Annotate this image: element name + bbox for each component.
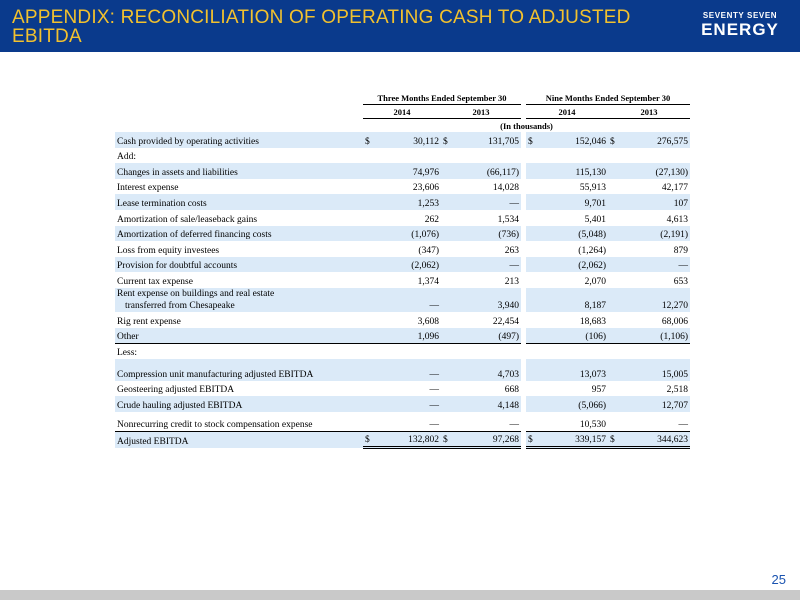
section-label-add: Add: (117, 152, 136, 163)
cell-value: 9,701 (540, 194, 608, 210)
cell-value: 1,096 (377, 328, 441, 344)
header-row-units (115, 118, 690, 132)
table-row (115, 412, 690, 432)
cell-value: 107 (622, 194, 690, 210)
currency-sign: $ (608, 132, 622, 148)
currency-sign: $ (363, 432, 377, 448)
header-row-periods (115, 90, 690, 104)
row-label: Lease termination costs (115, 194, 363, 210)
cell-value: (736) (455, 226, 521, 242)
cell-value: 276,575 (622, 132, 690, 148)
cell-value: 131,705 (455, 132, 521, 148)
table-row (115, 179, 690, 195)
year-header: 2013 (608, 104, 690, 118)
cell-value: 10,530 (579, 420, 606, 431)
slide-title: APPENDIX: RECONCILIATION OF OPERATING CASH TO ADJUSTED EBITDA (12, 7, 631, 47)
cell-value: 5,401 (584, 214, 606, 225)
cell-value: — (678, 420, 688, 431)
cell-value: 74,976 (377, 163, 441, 179)
cell-value: 668 (504, 385, 519, 396)
cell-value: 3,608 (417, 316, 439, 327)
table-row (115, 343, 690, 359)
cell-value: (497) (455, 328, 521, 344)
cell-value: — (377, 359, 441, 381)
cell-value: (27,130) (622, 163, 690, 179)
currency-sign: $ (608, 432, 622, 448)
cell-value: 22,454 (492, 316, 519, 327)
year-header: 2013 (441, 104, 521, 118)
cell-value: 344,623 (622, 432, 690, 448)
table-row (115, 210, 690, 226)
cell-value: 97,268 (455, 432, 521, 448)
group-header-nine-months: Nine Months Ended September 30 (526, 90, 690, 104)
cell-value: (2,062) (540, 257, 608, 273)
units-label: (In thousands) (500, 121, 553, 131)
logo-bottom-text: ENERGY (701, 20, 779, 39)
cell-value: (106) (540, 328, 608, 344)
cell-value: 653 (673, 276, 688, 287)
cell-value: — (455, 194, 521, 210)
reconciliation-table (115, 90, 690, 449)
table-row (115, 359, 690, 381)
page-number: 25 (771, 572, 786, 587)
table-row (115, 241, 690, 257)
cell-value: (2,191) (622, 226, 690, 242)
currency-sign: $ (363, 132, 377, 148)
cell-value: 4,613 (666, 214, 688, 225)
cell-value: 957 (591, 385, 606, 396)
row-label: Changes in assets and liabilities (115, 163, 363, 179)
cell-value: — (455, 257, 521, 273)
table-row (115, 257, 690, 273)
year-header: 2014 (363, 104, 441, 118)
cell-value: 263 (504, 245, 519, 256)
cell-value: (1,106) (622, 328, 690, 344)
row-label: Crude hauling adjusted EBITDA (115, 396, 363, 412)
row-label: Interest expense (117, 183, 179, 194)
cell-value: (5,066) (540, 396, 608, 412)
cell-value: 42,177 (661, 183, 688, 194)
row-label: Compression unit manufacturing adjusted EBITDA (115, 359, 363, 381)
cell-value: (66,117) (455, 163, 521, 179)
table-row (115, 132, 690, 148)
row-label: Adjusted EBITDA (115, 432, 363, 448)
cell-value: 12,270 (622, 288, 690, 312)
row-label: Rig rent expense (117, 316, 181, 327)
cell-value: — (622, 257, 690, 273)
currency-sign: $ (526, 432, 540, 448)
cell-value: 15,005 (622, 359, 690, 381)
cell-value: — (429, 385, 439, 396)
currency-sign: $ (526, 132, 540, 148)
row-label-line: transferred from Chesapeake (125, 300, 235, 311)
cell-value: (5,048) (540, 226, 608, 242)
cell-value: 879 (673, 245, 688, 256)
cell-value: 30,112 (377, 132, 441, 148)
cell-value: 2,070 (584, 276, 606, 287)
cell-value: — (429, 420, 439, 431)
row-label-multiline (115, 288, 363, 312)
row-label: Amortization of sale/leaseback gains (117, 214, 258, 225)
cell-value: 4,148 (455, 396, 521, 412)
row-label: Current tax expense (117, 276, 193, 287)
row-label: Amortization of deferred financing costs (115, 226, 363, 242)
cell-value: 8,187 (540, 288, 608, 312)
table-row (115, 328, 690, 344)
cell-value: 213 (504, 276, 519, 287)
row-label: Other (115, 328, 363, 344)
cell-value: 2,518 (666, 385, 688, 396)
cell-value: 1,253 (377, 194, 441, 210)
cell-value: (1,264) (578, 245, 606, 256)
row-label: Cash provided by operating activities (115, 132, 363, 148)
table-row (115, 148, 690, 164)
cell-value: 23,606 (412, 183, 439, 194)
table-row (115, 163, 690, 179)
cell-value: 4,703 (455, 359, 521, 381)
cell-value: (2,062) (377, 257, 441, 273)
currency-sign: $ (441, 132, 455, 148)
total-row (115, 432, 690, 448)
row-label: Nonrecurring credit to stock compensation expense (117, 420, 313, 431)
row-label: Loss from equity investees (117, 245, 220, 256)
cell-value: 3,940 (455, 288, 521, 312)
currency-sign: $ (441, 432, 455, 448)
slide-header (0, 0, 800, 52)
cell-value: 132,802 (377, 432, 441, 448)
cell-value: — (509, 420, 519, 431)
cell-value: — (377, 396, 441, 412)
table-row (115, 312, 690, 328)
cell-value: 12,707 (622, 396, 690, 412)
cell-value: — (377, 288, 441, 312)
table-row (115, 381, 690, 397)
cell-value: 14,028 (492, 183, 519, 194)
cell-value: 115,130 (540, 163, 608, 179)
cell-value: 55,913 (579, 183, 606, 194)
company-logo (694, 11, 786, 39)
cell-value: 262 (424, 214, 439, 225)
cell-value: 339,157 (540, 432, 608, 448)
group-header-three-months: Three Months Ended September 30 (363, 90, 521, 104)
footer-bar (0, 590, 800, 600)
table-row (115, 226, 690, 242)
cell-value: (347) (418, 245, 439, 256)
cell-value: 18,683 (579, 316, 606, 327)
row-label: Geosteering adjusted EBITDA (117, 385, 235, 396)
table-row (115, 194, 690, 210)
table-row (115, 396, 690, 412)
header-row-years (115, 104, 690, 118)
cell-value: 68,006 (661, 316, 688, 327)
cell-value: 13,073 (540, 359, 608, 381)
cell-value: 152,046 (540, 132, 608, 148)
table-row (115, 272, 690, 288)
cell-value: 1,374 (417, 276, 439, 287)
row-label: Provision for doubtful accounts (115, 257, 363, 273)
logo-top-text: SEVENTY SEVEN (702, 11, 778, 20)
year-header: 2014 (526, 104, 608, 118)
row-label-line: Rent expense on buildings and real estate (117, 288, 275, 299)
section-label-less: Less: (117, 347, 138, 358)
table-row (115, 288, 690, 312)
cell-value: 1,534 (497, 214, 519, 225)
cell-value: (1,076) (377, 226, 441, 242)
